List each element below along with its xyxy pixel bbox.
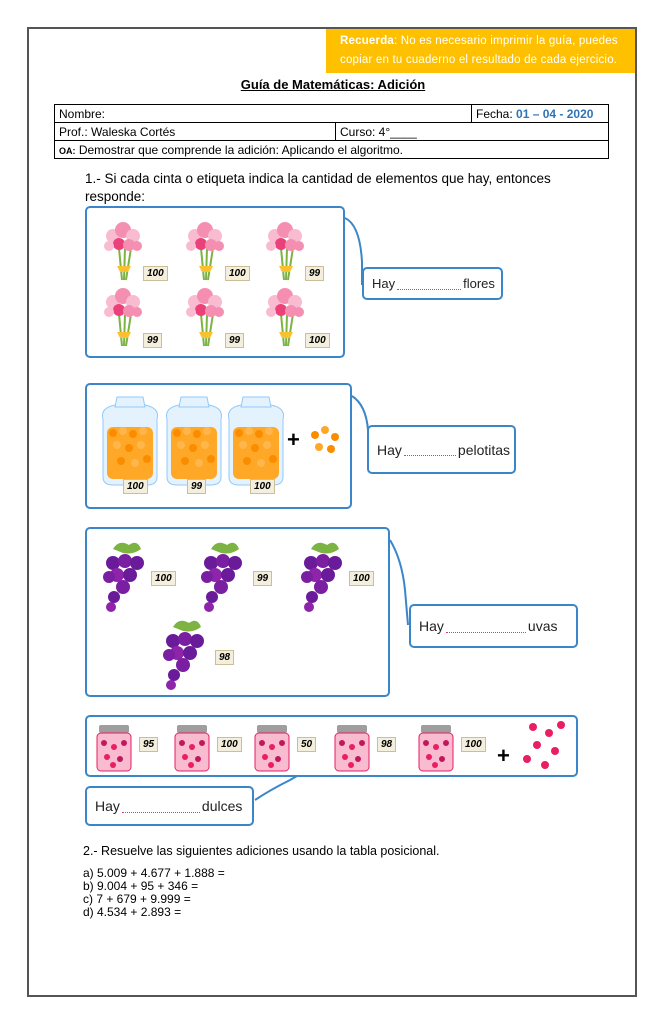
grapes-answer-box[interactable]: Hay uvas <box>409 604 578 648</box>
candy-tag: 100 <box>217 737 242 752</box>
flower-tag: 100 <box>305 333 330 348</box>
flower-tag: 100 <box>143 266 168 281</box>
reminder-note: Recuerda: No es necesario imprimir la guía, puedes copiar en tu cuaderno el resultado de cada ejercicio. <box>326 29 635 73</box>
operations-list <box>83 867 225 919</box>
ball-tag: 100 <box>250 479 275 494</box>
question-2: 2.- Resuelve las siguientes adiciones usando la tabla posicional. <box>83 844 440 858</box>
operation-item: d) 4.534 + 2.893 = <box>83 905 182 919</box>
operation-item: c) 7 + 679 + 9.999 = <box>83 892 191 906</box>
ball-tag: 100 <box>123 479 148 494</box>
grape-tag: 100 <box>151 571 176 586</box>
grapes-illustration <box>87 529 388 695</box>
candy-tag: 95 <box>139 737 158 752</box>
question-1: 1.- Si cada cinta o etiqueta indica la cantidad de elementos que hay, entonces responde: <box>85 171 551 204</box>
curso-field: Curso: 4°____ <box>336 123 609 141</box>
ball-tag: 99 <box>187 479 206 494</box>
fecha-field: Fecha: 01 – 04 - 2020 <box>472 105 609 123</box>
plus-sign: + <box>497 743 510 768</box>
page-title: Guía de Matemáticas: Adición <box>240 77 426 92</box>
operation-item: a) 5.009 + 4.677 + 1.888 = <box>83 866 225 880</box>
grapes-box <box>85 527 390 697</box>
candies-answer-box[interactable]: Hay dulces <box>85 786 254 826</box>
flower-tag: 99 <box>143 333 162 348</box>
candy-tag: 98 <box>377 737 396 752</box>
balls-box <box>85 383 352 509</box>
nombre-field: Nombre: <box>55 105 472 123</box>
prof-field: Prof.: Waleska Cortés <box>55 123 336 141</box>
flower-tag: 99 <box>225 333 244 348</box>
oa-field: OA: Demostrar que comprende la adición: Aplicando el algoritmo. <box>55 141 609 159</box>
flowers-box <box>85 206 345 358</box>
flowers-answer-box[interactable]: Hay flores <box>362 267 503 300</box>
operation-item: b) 9.004 + 95 + 346 = <box>83 879 199 893</box>
flower-tag: 100 <box>225 266 250 281</box>
plus-sign: + <box>287 427 300 452</box>
flower-tag: 99 <box>305 266 324 281</box>
grape-tag: 100 <box>349 571 374 586</box>
grape-tag: 98 <box>215 650 234 665</box>
candy-tag: 100 <box>461 737 486 752</box>
balls-answer-box[interactable]: Hay pelotitas <box>367 425 516 474</box>
grape-tag: 99 <box>253 571 272 586</box>
candy-tag: 50 <box>297 737 316 752</box>
candies-box <box>85 715 578 777</box>
